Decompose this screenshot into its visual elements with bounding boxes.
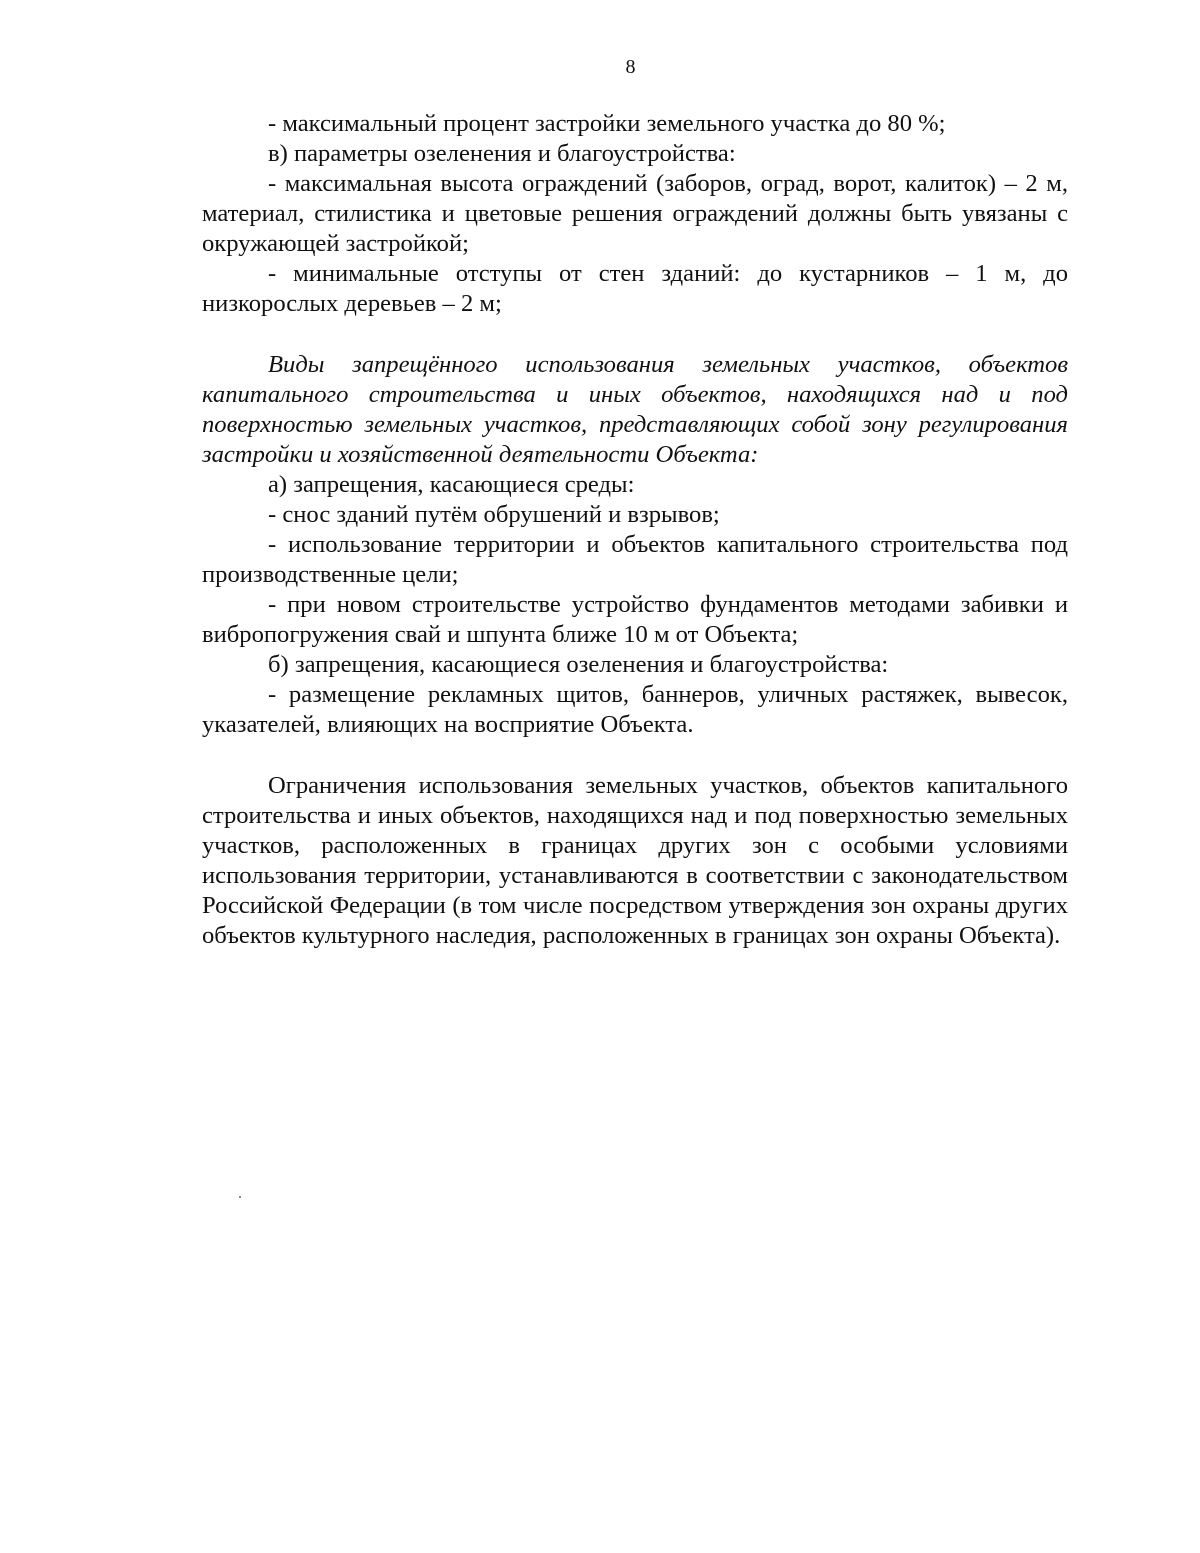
paragraph-environment-prohibitions: а) запрещения, касающиеся среды: (268, 471, 635, 498)
section-prohibited-uses (202, 350, 1068, 740)
paragraph-foundations: - при новом строительстве устройство фундаментов методами забивки и вибропогружения свай и шпунта ближе 10 м от Объекта; (202, 591, 1068, 648)
prohibited-uses-heading: Виды запрещённого использования земельных участков, объектов капитального строительства и иных объектов, находящихся над и под поверхностью земельных участков, представляющих собой зону регулирования застройки и хозяйственной деятельности Объекта: (202, 351, 1068, 468)
paragraph-spacer (202, 319, 1068, 350)
page-number: 8 (625, 56, 636, 78)
paragraph-other-zone-restrictions: Ограничения использования земельных участков, объектов капитального строительства и иных объектов, находящихся над и под поверхностью земельных участков, расположенных в границах других зон с особыми условиями использования территории, устанавливаются в соответствии с законодательством Российской Федерации (в том числе посредством утверждения зон охраны других объектов культурного наследия, расположенных в границах зон охраны Объекта). (202, 772, 1068, 949)
paragraph-landscaping-prohibitions: б) запрещения, касающиеся озеленения и благоустройства: (268, 651, 889, 678)
paragraph-spacer (202, 740, 1068, 771)
paragraph-landscaping-parameters: в) параметры озеленения и благоустройства: (268, 140, 736, 167)
paragraph-industrial-use: - использование территории и объектов капитального строительства под производственные цели; (202, 531, 1068, 588)
section-restrictions (202, 771, 1068, 951)
paragraph-fence-height: - максимальная высота ограждений (заборов, оград, ворот, калиток) – 2 м, материал, стилистика и цветовые решения ограждений должны быть увязаны с окружающей застройкой; (202, 170, 1068, 257)
paragraph-max-building-percent: - максимальный процент застройки земельного участка до 80 %; (268, 110, 946, 137)
paragraph-demolition: - снос зданий путём обрушений и взрывов; (268, 501, 720, 528)
paragraph-min-setbacks: - минимальные отступы от стен зданий: до кустарников – 1 м, до низкорослых деревьев – 2 м; (202, 260, 1068, 317)
section-parameters (202, 109, 1068, 319)
document-body (202, 109, 1068, 951)
paragraph-advertising: - размещение рекламных щитов, баннеров, уличных растяжек, вывесок, указателей, влияющих на восприятие Объекта. (202, 681, 1068, 738)
scan-speck (239, 1196, 241, 1198)
